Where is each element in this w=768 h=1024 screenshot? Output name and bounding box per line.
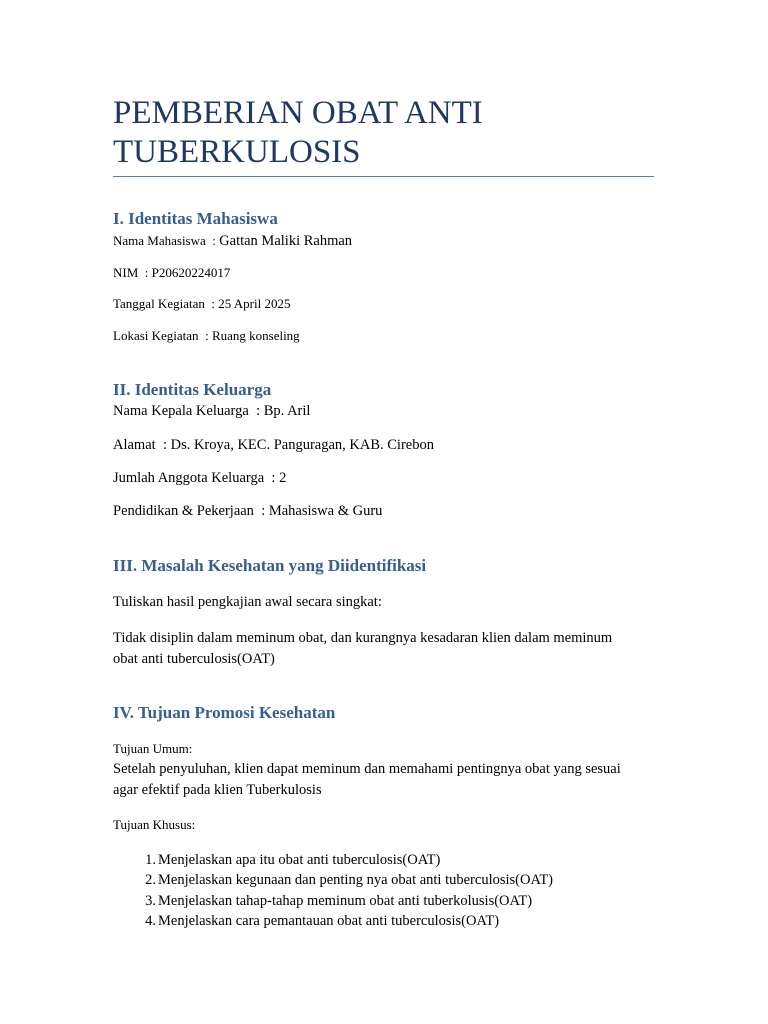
assessment-answer-line2: obat anti tuberculosis(OAT) bbox=[113, 651, 275, 667]
list-item bbox=[113, 911, 654, 931]
specific-goal-list bbox=[113, 850, 654, 931]
section-heading-tujuan-promosi: IV. Tujuan Promosi Kesehatan bbox=[113, 703, 336, 722]
list-item-text: Menjelaskan kegunaan dan penting nya obat anti tuberculosis(OAT) bbox=[158, 872, 554, 889]
field-value: Gattan Maliki Rahman bbox=[219, 233, 353, 249]
field-separator: : bbox=[204, 296, 219, 311]
field-nim bbox=[113, 264, 230, 282]
field-value: P20620224017 bbox=[151, 265, 231, 280]
title-divider bbox=[113, 176, 654, 177]
field-label: Nama Mahasiswa bbox=[113, 233, 206, 248]
document-title-line1: PEMBERIAN OBAT ANTI bbox=[113, 95, 483, 131]
general-goal-label: Tujuan Umum: bbox=[113, 741, 193, 756]
list-item-number: 2. bbox=[145, 872, 156, 889]
field-separator: : bbox=[155, 437, 171, 453]
field-tanggal-kegiatan bbox=[113, 295, 290, 313]
field-label: Pendidikan & Pekerjaan bbox=[113, 503, 254, 519]
document-title bbox=[113, 94, 654, 172]
field-separator: : bbox=[264, 470, 280, 486]
list-item-number: 3. bbox=[145, 892, 156, 909]
field-value: 25 April 2025 bbox=[218, 296, 291, 311]
list-item bbox=[113, 891, 654, 911]
list-item-text: Menjelaskan apa itu obat anti tuberculosis(OAT) bbox=[158, 852, 441, 868]
assessment-instruction: Tuliskan hasil pengkajian awal secara singkat: bbox=[113, 594, 382, 610]
section-heading-identitas-mahasiswa: I. Identitas Mahasiswa bbox=[113, 209, 278, 228]
general-goal-text bbox=[113, 759, 654, 801]
assessment-answer bbox=[113, 628, 654, 670]
list-item-number: 4. bbox=[145, 912, 156, 929]
field-separator: : bbox=[248, 403, 264, 419]
field-label: NIM bbox=[113, 265, 139, 280]
section-heading-masalah-kesehatan: III. Masalah Kesehatan yang Diidentifikasi bbox=[113, 556, 427, 575]
document-page bbox=[113, 0, 654, 1024]
assessment-answer-line1: Tidak disiplin dalam meminum obat, dan kurangnya kesadaran klien dalam meminum bbox=[113, 630, 613, 646]
field-separator: : bbox=[253, 503, 269, 519]
list-item-text: Menjelaskan tahap-tahap meminum obat anti tuberkolusis(OAT) bbox=[158, 892, 533, 909]
document-title-line2: TUBERKULOSIS bbox=[113, 134, 361, 170]
list-item-number: 1. bbox=[145, 852, 156, 868]
field-value: Ds. Kroya, KEC. Panguragan, KAB. Cirebon bbox=[170, 437, 434, 453]
field-label: Alamat bbox=[113, 437, 156, 453]
field-label: Nama Kepala Keluarga bbox=[113, 403, 249, 419]
field-label: Jumlah Anggota Keluarga bbox=[113, 470, 265, 486]
section-heading-identitas-keluarga: II. Identitas Keluarga bbox=[113, 380, 272, 399]
specific-goal-label: Tujuan Khusus: bbox=[113, 817, 196, 832]
field-alamat bbox=[113, 436, 434, 454]
general-goal-line1: Setelah penyuluhan, klien dapat meminum dan memahami pentingnya obat yang sesuai bbox=[113, 761, 621, 777]
field-value: Ruang konseling bbox=[211, 328, 300, 343]
general-goal-line2: agar efektif pada klien Tuberkulosis bbox=[113, 782, 322, 798]
field-nama-kepala-keluarga bbox=[113, 402, 310, 420]
field-nama-mahasiswa bbox=[113, 232, 352, 250]
field-separator: : bbox=[205, 233, 220, 248]
field-pendidikan-pekerjaan bbox=[113, 502, 382, 520]
field-label: Lokasi Kegiatan bbox=[113, 328, 199, 343]
field-separator: : bbox=[198, 328, 212, 343]
field-value: Mahasiswa & Guru bbox=[268, 503, 383, 519]
field-value: 2 bbox=[279, 470, 287, 486]
field-label: Tanggal Kegiatan bbox=[113, 296, 205, 311]
list-item-text: Menjelaskan cara pemantauan obat anti tuberculosis(OAT) bbox=[158, 912, 500, 929]
list-item bbox=[113, 850, 654, 870]
list-item bbox=[113, 870, 654, 890]
field-value: Bp. Aril bbox=[263, 403, 311, 419]
field-lokasi-kegiatan bbox=[113, 327, 300, 345]
field-separator: : bbox=[138, 265, 152, 280]
field-jumlah-anggota-keluarga bbox=[113, 469, 286, 487]
